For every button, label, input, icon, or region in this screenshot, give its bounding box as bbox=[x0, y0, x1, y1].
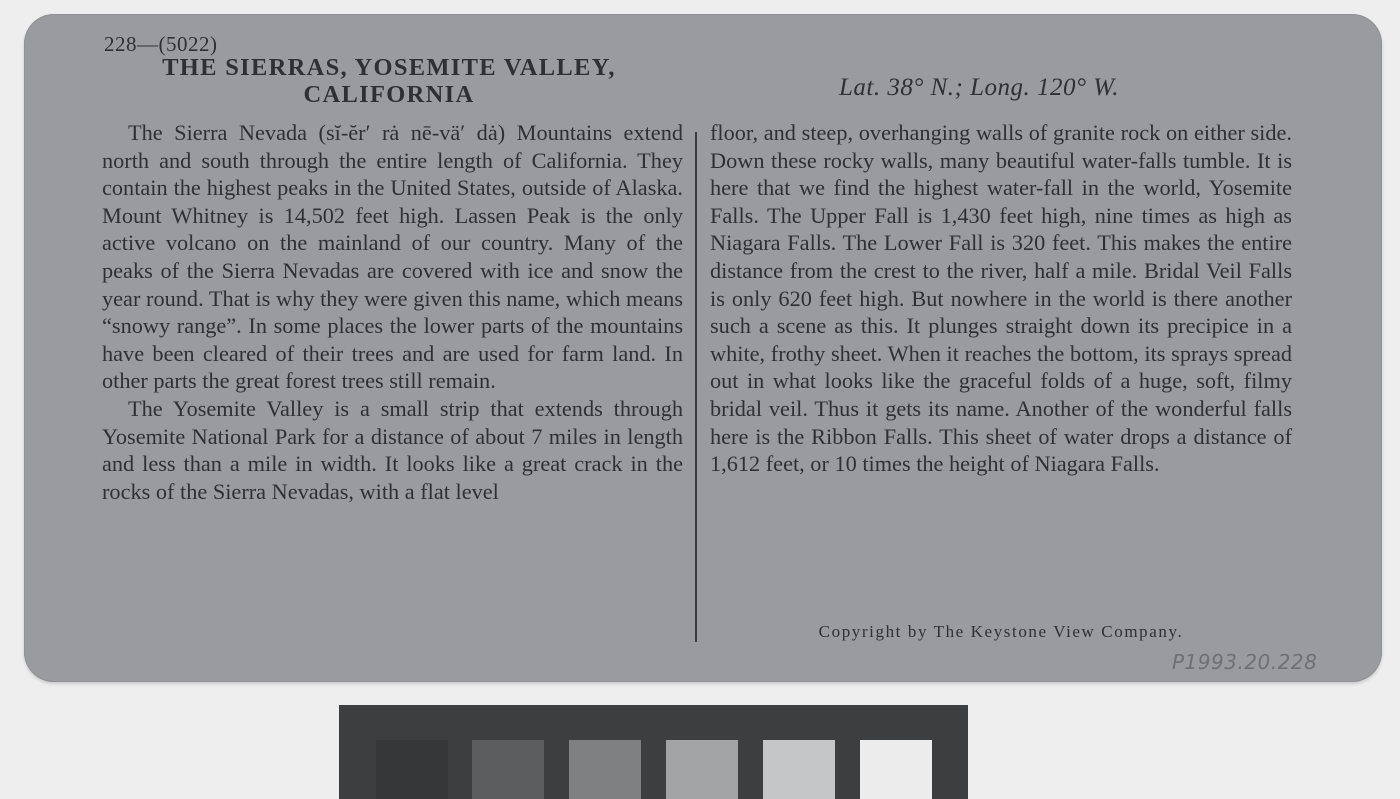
paragraph-sierra-nevada: The Sierra Nevada (sĭ-ĕr′ rȧ nē-vä′ dȧ) Mountains extend north and south through the entire length of California. They contain the highest peaks in the United States, outside of Alaska. Mount Whitney is 14,502 feet high. Lassen Peak is the only active volcano on the mainland of our country. Many of the peaks of the Sierra Nevadas are covered with ice and snow the year round. That is why they were given this name, which means “snowy range”. In some places the lower parts of the mountains have been cleared of their trees and are used for farm land. In other parts the great forest trees still remain. bbox=[102, 120, 683, 394]
copyright-notice: Copyright by The Keystone View Company. bbox=[818, 622, 1184, 641]
right-column bbox=[710, 119, 1292, 478]
left-column bbox=[102, 119, 683, 505]
gray-swatch-6 bbox=[860, 740, 932, 799]
paragraph-waterfalls: floor, and steep, overhanging walls of granite rock on either side. Down these rocky walls, many beautiful water-falls tumble. It is here that we find the highest water-fall in the world, Yosemite Falls. The Upper Fall is 1,430 feet high, nine times as high as Niagara Falls. The Lower Fall is 320 feet. This makes the entire distance from the crest to the river, half a mile. Bridal Veil Falls is only 620 feet high. But nowhere in the world is there another such a scene as this. It plunges straight down its precipice in a white, frothy sheet. When it reaches the bottom, its sprays spread out in what looks like the graceful folds of a huge, soft, filmy bridal veil. Thus it gets its name. Another of the wonderful falls here is the Ribbon Falls. This sheet of water drops a distance of 1,612 feet, or 10 times the height of Niagara Falls. bbox=[710, 120, 1292, 477]
title-line-2: CALIFORNIA bbox=[303, 81, 475, 108]
paragraph-yosemite-valley: The Yosemite Valley is a small strip that extends through Yosemite National Park for a distance of about 7 miles in length and less than a mile in width. It looks like a great crack in the rocks of the Sierra Nevadas, with a flat level bbox=[102, 395, 683, 504]
gray-swatch-1 bbox=[376, 740, 448, 799]
gray-swatch-5 bbox=[763, 740, 835, 799]
column-divider bbox=[695, 132, 697, 642]
coordinates: Lat. 38° N.; Long. 120° W. bbox=[838, 74, 1120, 101]
card-number: 228—(5022) bbox=[104, 32, 218, 56]
gray-swatch-2 bbox=[472, 740, 544, 799]
gray-swatch-3 bbox=[569, 740, 641, 799]
title-line-1: THE SIERRAS, YOSEMITE VALLEY, bbox=[162, 54, 616, 81]
catalog-number: P1993.20.228 bbox=[1172, 650, 1318, 674]
card-title bbox=[109, 54, 669, 108]
stereograph-card-back bbox=[24, 14, 1382, 682]
gray-swatch-4 bbox=[666, 740, 738, 799]
